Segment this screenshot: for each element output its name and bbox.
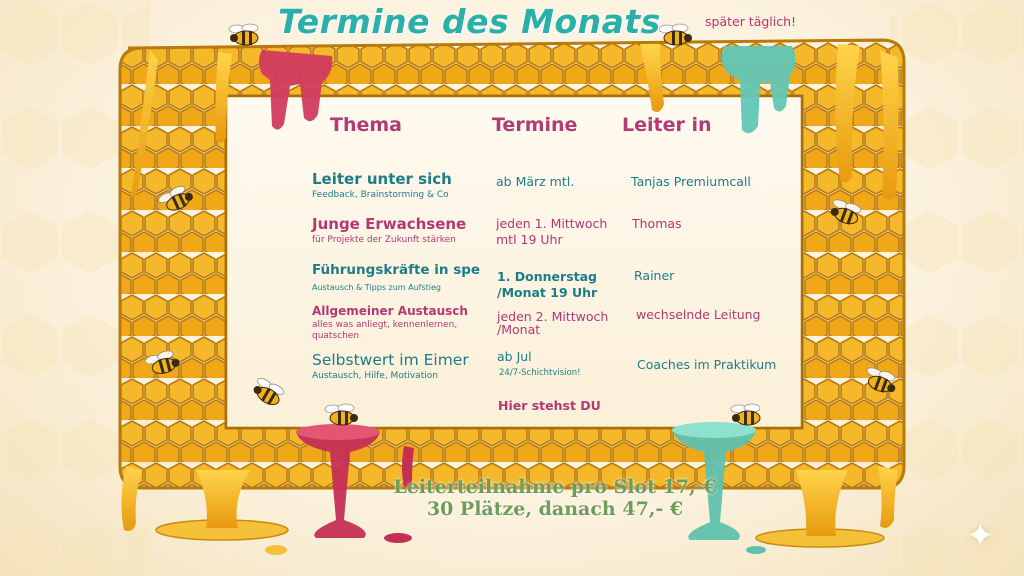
row-title: Junge Erwachsene [312, 215, 467, 233]
row-subtitle: für Projekte der Zukunft stärken [312, 235, 456, 245]
row-title: Selbstwert im Eimer [312, 351, 469, 369]
row-dates: ab Jul [497, 349, 532, 364]
column-header-topic: Thema [330, 114, 402, 136]
bee-icon [731, 404, 760, 425]
row-subtitle: Austausch & Tipps zum Aufstieg [312, 283, 442, 292]
row-leader: Thomas [632, 216, 682, 231]
row-dates: 1. Donnerstag [497, 269, 597, 284]
column-header-dates: Termine [492, 114, 578, 136]
side-note: später täglich! [705, 14, 797, 29]
pricing-footer [380, 476, 730, 520]
row-subtitle: Feedback, Brainstorming & Co [312, 190, 449, 200]
row-leader: Coaches im Praktikum [637, 357, 777, 372]
row-dates: ab März mtl. [496, 174, 575, 189]
row-dates: jeden 2. Mittwoch [497, 309, 609, 324]
row-title: Führungskräfte in spe [312, 262, 481, 278]
call-to-action: Hier stehst DU [498, 398, 601, 413]
row-leader: Tanjas Premiumcall [631, 174, 751, 189]
row-subtitle: Austausch, Hilfe, Motivation [312, 371, 438, 381]
page-title: Termine des Monats [278, 2, 661, 41]
pricing-line-1: Leiterteilnahme pro Slot 17,-€ [393, 476, 717, 498]
row-subtitle-2: quatschen [312, 331, 360, 341]
row-title: Allgemeiner Austausch [312, 304, 468, 318]
row-dates: jeden 1. Mittwoch [496, 216, 608, 231]
row-leader: wechselnde Leitung [636, 307, 761, 322]
row-dates-2: /Monat [497, 322, 541, 337]
row-dates-2: mtl 19 Uhr [496, 232, 563, 247]
row-leader: Rainer [634, 268, 675, 283]
row-title: Leiter unter sich [312, 170, 452, 188]
row-dates-2: 24/7-Schichtvision! [499, 368, 581, 378]
bee-icon [229, 24, 258, 45]
column-header-leader: Leiter in [622, 114, 712, 136]
sparkle-icon: ✦ [966, 516, 995, 556]
row-subtitle: alles was anliegt, kennenlernen, [312, 320, 458, 330]
row-dates-2: /Monat 19 Uhr [497, 285, 598, 300]
pricing-line-2: 30 Plätze, danach 47,- € [426, 498, 684, 520]
